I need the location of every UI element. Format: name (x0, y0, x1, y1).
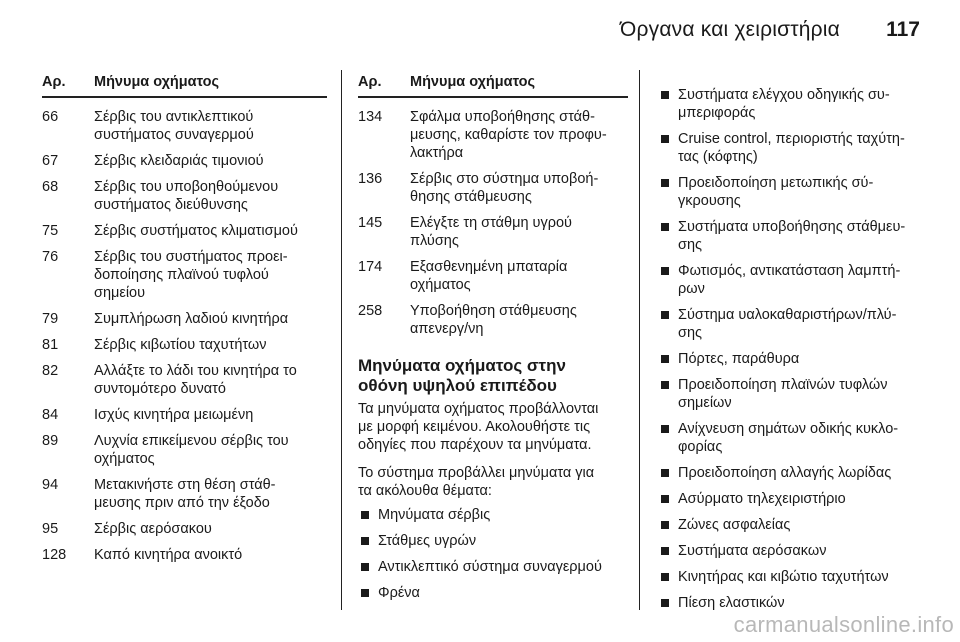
list-item (658, 86, 928, 122)
message-number: 76 (42, 249, 59, 265)
table-row (42, 310, 327, 328)
column-3 (658, 80, 928, 620)
text-line: σης (678, 237, 703, 253)
text-line: Πίεση ελαστικών (678, 595, 785, 611)
text-line: συστήματος διεύθυνσης (94, 197, 248, 213)
message-text (94, 520, 327, 538)
text-line: συντομότερο δυνατό (94, 381, 226, 397)
text-line: Ελέγξτε τη στάθμη υγρού (410, 215, 572, 231)
text-line: μευσης πριν από την έξοδο (94, 495, 270, 511)
header-no: Αρ. (42, 74, 66, 90)
bullet-square-icon (661, 573, 669, 581)
message-text (94, 222, 327, 240)
text-line: Καπό κινητήρα ανοικτό (94, 547, 243, 563)
bullet-square-icon (661, 355, 669, 363)
column-1 (42, 74, 327, 564)
message-text (94, 248, 327, 302)
table-row (42, 406, 327, 424)
text-line: Τα μηνύματα οχήματος προβάλλονται (358, 401, 599, 417)
bullet-square-icon (661, 521, 669, 529)
message-number: 136 (358, 171, 383, 187)
text-line: Ισχύς κινητήρα μειωμένη (94, 407, 254, 423)
text-line: Εξασθενημένη μπαταρία (410, 259, 568, 275)
message-number: 95 (42, 521, 59, 537)
text-line: μευσης, καθαρίστε τον προφυ- (410, 127, 607, 143)
message-text (410, 108, 628, 162)
message-text (94, 406, 327, 424)
message-table-1 (42, 108, 327, 564)
text-line: με μορφή κειμένου. Ακολουθήστε τις (358, 419, 591, 435)
text-line: οδηγίες που παρέχουν τα μηνύματα. (358, 437, 592, 453)
bullet-square-icon (661, 91, 669, 99)
text-line: Ζώνες ασφαλείας (678, 517, 791, 533)
table-row (42, 520, 327, 538)
bullet-square-icon (661, 495, 669, 503)
list-item (658, 174, 928, 210)
list-item (658, 420, 928, 456)
header-message: Μήνυμα οχήματος (410, 74, 536, 90)
message-number: 67 (42, 153, 59, 169)
text-line: Σέρβις κιβωτίου ταχυτήτων (94, 337, 267, 353)
table-row (42, 152, 327, 170)
text-line: Μετακινήστε στη θέση στάθ- (94, 477, 276, 493)
text-line: Το σύστημα προβάλλει μηνύματα για (358, 465, 595, 481)
message-number: 84 (42, 407, 59, 423)
text-line: Συμπλήρωση λαδιού κινητήρα (94, 311, 289, 327)
bullet-square-icon (661, 599, 669, 607)
list-item (358, 558, 628, 576)
message-number: 174 (358, 259, 383, 275)
list-item (658, 306, 928, 342)
list-item (658, 594, 928, 612)
text-line: μπεριφοράς (678, 105, 756, 121)
table-row (42, 476, 327, 512)
bullet-square-icon (661, 469, 669, 477)
message-number: 82 (42, 363, 59, 379)
text-line: Κινητήρας και κιβώτιο ταχυτήτων (678, 569, 889, 585)
table-header (42, 74, 327, 98)
message-text (410, 302, 628, 338)
message-table-2 (358, 108, 628, 338)
column-divider-1 (341, 70, 342, 610)
text-line: θησης στάθμευσης (410, 189, 532, 205)
text-line: Αντικλεπτικό σύστημα συναγερμού (378, 559, 602, 575)
list-item (358, 532, 628, 550)
text-line: Προειδοποίηση αλλαγής λωρίδας (678, 465, 892, 481)
header-no: Αρ. (358, 74, 382, 90)
bullet-square-icon (361, 511, 369, 519)
message-number: 128 (42, 547, 67, 563)
table-row (42, 178, 327, 214)
bullet-square-icon (661, 381, 669, 389)
text-line: Ανίχνευση σημάτων οδικής κυκλο- (678, 421, 899, 437)
message-text (410, 214, 628, 250)
text-line: Συστήματα αερόσακων (678, 543, 827, 559)
message-number: 94 (42, 477, 59, 493)
bullet-square-icon (361, 563, 369, 571)
message-text (94, 310, 327, 328)
text-line: Σύστημα υαλοκαθαριστήρων/πλύ- (678, 307, 897, 323)
text-line: Λυχνία επικείμενου σέρβις του (94, 433, 289, 449)
text-line: Συστήματα ελέγχου οδηγικής συ- (678, 87, 890, 103)
bullet-square-icon (661, 267, 669, 275)
list-item (658, 130, 928, 166)
text-line: σημείου (94, 285, 146, 301)
list-item (658, 464, 928, 482)
list-item (658, 568, 928, 586)
text-line: Σέρβις κλειδαριάς τιμονιού (94, 153, 264, 169)
table-row (42, 362, 327, 398)
text-line: απενεργ/νη (410, 321, 484, 337)
column-2 (358, 74, 628, 610)
message-number: 79 (42, 311, 59, 327)
text-line: οχήματος (94, 451, 155, 467)
message-text (94, 178, 327, 214)
text-line: Σέρβις συστήματος κλιματισμού (94, 223, 298, 239)
message-text (94, 336, 327, 354)
bullet-square-icon (661, 311, 669, 319)
message-text (94, 152, 327, 170)
text-line: Σέρβις του συστήματος προει- (94, 249, 288, 265)
message-text (410, 170, 628, 206)
text-line: Σέρβις στο σύστημα υποβοή- (410, 171, 599, 187)
text-line: Φωτισμός, αντικατάσταση λαμπτή- (678, 263, 901, 279)
text-line: οθόνη υψηλού επιπέδου (358, 376, 557, 395)
text-line: φορίας (678, 439, 723, 455)
message-text (94, 362, 327, 398)
table-row (42, 248, 327, 302)
text-line: Προειδοποίηση μετωπικής σύ- (678, 175, 874, 191)
table-row (358, 108, 628, 162)
text-line: Στάθμες υγρών (378, 533, 477, 549)
header-message: Μήνυμα οχήματος (94, 74, 220, 90)
page-title: Όργανα και χειριστήρια (620, 18, 840, 41)
section-paragraph-2 (358, 464, 628, 500)
message-text (94, 476, 327, 512)
list-item (358, 584, 628, 602)
text-line: Cruise control, περιοριστής ταχύτη- (678, 131, 905, 147)
page-header (0, 0, 960, 60)
text-line: Ασύρματο τηλεχειριστήριο (678, 491, 846, 507)
message-number: 81 (42, 337, 59, 353)
bullet-square-icon (661, 223, 669, 231)
bullet-square-icon (661, 179, 669, 187)
text-line: πλύσης (410, 233, 459, 249)
message-text (410, 258, 628, 294)
message-number: 75 (42, 223, 59, 239)
table-header (358, 74, 628, 98)
table-row (358, 214, 628, 250)
bullet-square-icon (661, 425, 669, 433)
text-line: Μηνύματα οχήματος στην (358, 356, 566, 375)
list-item (658, 490, 928, 508)
bullet-square-icon (361, 537, 369, 545)
text-line: Σφάλμα υποβοήθησης στάθ- (410, 109, 595, 125)
message-text (94, 546, 327, 564)
text-line: συστήματος συναγερμού (94, 127, 254, 143)
page-number: 117 (886, 18, 920, 41)
list-item (358, 506, 628, 524)
table-row (42, 336, 327, 354)
text-line: τα ακόλουθα θέματα: (358, 483, 492, 499)
text-line: Σέρβις του αντικλεπτικού (94, 109, 254, 125)
table-row (358, 170, 628, 206)
list-item (658, 516, 928, 534)
message-number: 66 (42, 109, 59, 125)
text-line: λακτήρα (410, 145, 464, 161)
text-line: σης (678, 325, 703, 341)
list-item (658, 262, 928, 298)
text-line: Συστήματα υποβοήθησης στάθμευ- (678, 219, 906, 235)
section-title (358, 356, 628, 396)
table-row (42, 108, 327, 144)
list-item (658, 218, 928, 254)
text-line: Μηνύματα σέρβις (378, 507, 491, 523)
list-item (658, 350, 928, 368)
text-line: Υποβοήθηση στάθμευσης (410, 303, 577, 319)
topic-list-continued (658, 86, 928, 612)
table-row (42, 432, 327, 468)
column-divider-2 (639, 70, 640, 610)
message-text (94, 432, 327, 468)
text-line: ρων (678, 281, 705, 297)
text-line: Σέρβις αερόσακου (94, 521, 212, 537)
message-text (94, 108, 327, 144)
table-row (42, 222, 327, 240)
list-item (658, 376, 928, 412)
text-line: δοποίησης πλαϊνού τυφλού (94, 267, 269, 283)
watermark: carmanualsonline.info (733, 612, 954, 637)
text-line: τας (κόφτης) (678, 149, 758, 165)
text-line: οχήματος (410, 277, 471, 293)
text-line: σημείων (678, 395, 732, 411)
text-line: Προειδοποίηση πλαϊνών τυφλών (678, 377, 888, 393)
message-number: 89 (42, 433, 59, 449)
table-row (358, 302, 628, 338)
text-line: γκρουσης (678, 193, 741, 209)
table-row (358, 258, 628, 294)
text-line: Πόρτες, παράθυρα (678, 351, 800, 367)
text-line: Σέρβις του υποβοηθούμενου (94, 179, 279, 195)
message-number: 134 (358, 109, 383, 125)
bullet-square-icon (661, 547, 669, 555)
topic-list (358, 506, 628, 602)
message-number: 258 (358, 303, 383, 319)
message-number: 145 (358, 215, 383, 231)
bullet-square-icon (661, 135, 669, 143)
message-number: 68 (42, 179, 59, 195)
section-paragraph-1 (358, 400, 628, 454)
text-line: Φρένα (378, 585, 420, 601)
bullet-square-icon (361, 589, 369, 597)
text-line: Αλλάξτε το λάδι του κινητήρα το (94, 363, 297, 379)
table-row (42, 546, 327, 564)
list-item (658, 542, 928, 560)
